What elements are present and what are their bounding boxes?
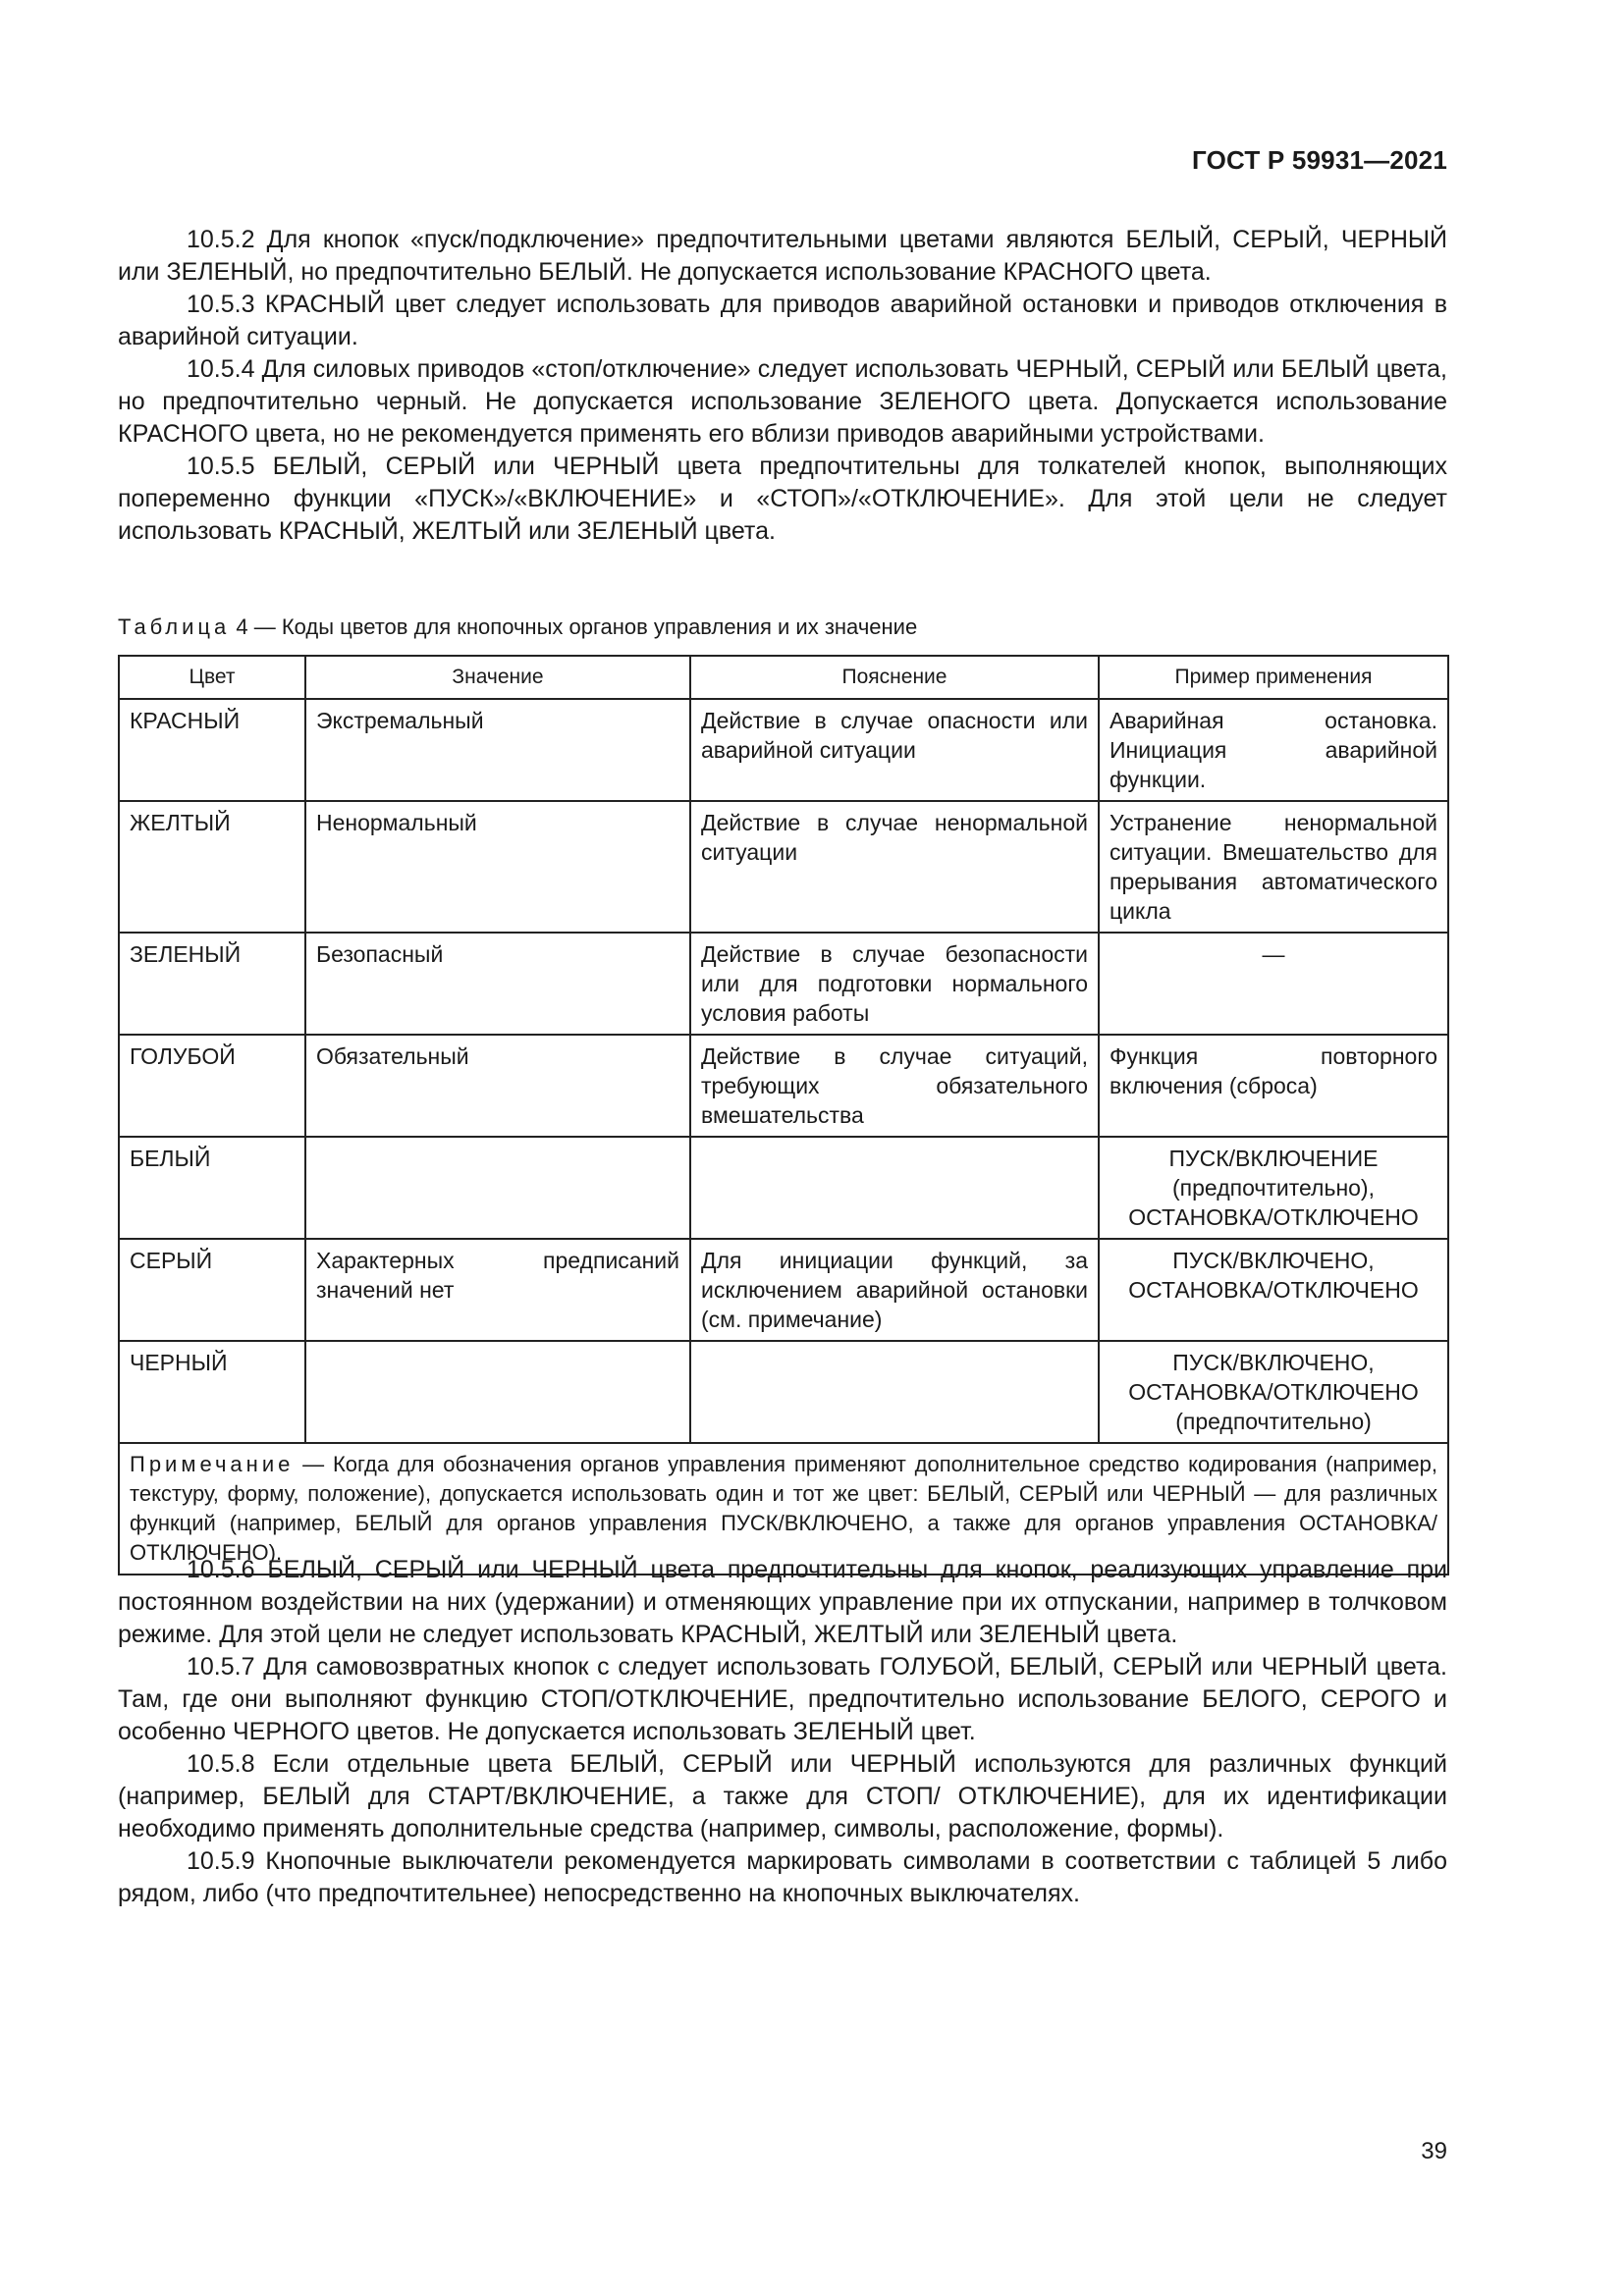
color-codes-table [118,655,1449,1575]
cell-meaning: Безопасный [305,933,690,1035]
cell-explanation: Действие в случае опасности или аварийной ситуации [690,699,1099,801]
cell-meaning: Обязательный [305,1035,690,1137]
cell-explanation: Для инициации функций, за исключением аварийной остановки (см. примечание) [690,1239,1099,1341]
cell-color: ГОЛУБОЙ [119,1035,305,1137]
table-header-row [119,656,1448,699]
table-row [119,801,1448,933]
table-caption-label: Таблица [118,614,231,639]
example-line: (предпочтительно), [1172,1175,1375,1201]
paragraph-10-5-5: 10.5.5 БЕЛЫЙ, СЕРЫЙ или ЧЕРНЫЙ цвета предпочтительны для толкателей кнопок, выполняющих попеременно функции «ПУСК»/«ВКЛЮЧЕНИЕ» и «СТОП»/«ОТКЛЮЧЕНИЕ». Для этой цели не следует использовать КРАСНЫЙ, ЖЕЛТЫЙ или ЗЕЛЕНЫЙ цвета. [118,453,1447,545]
cell-example [1099,1341,1448,1443]
cell-explanation: Действие в случае безопасности или для подготовки нормального условия работы [690,933,1099,1035]
header-color: Цвет [119,656,305,699]
cell-example: Устранение ненормальной ситуации. Вмешательство для прерывания автоматического цикла [1099,801,1448,933]
cell-meaning: Характерных предписаний значений нет [305,1239,690,1341]
cell-explanation: Действие в случае ненормальной ситуации [690,801,1099,933]
example-line: ПУСК/ВКЛЮЧЕНО, [1172,1350,1375,1375]
cell-color: СЕРЫЙ [119,1239,305,1341]
example-line: ПУСК/ВКЛЮЧЕНО, [1172,1248,1375,1273]
paragraph-10-5-6: 10.5.6 БЕЛЫЙ, СЕРЫЙ или ЧЕРНЫЙ цвета предпочтительны для кнопок, реализующих управление при постоянном воздействии на них (удержании) и отменяющих управление при их отпускании, например в толчковом режиме. Для этой цели не следует использовать КРАСНЫЙ, ЖЕЛТЫЙ или ЗЕЛЕНЫЙ цвета. [118,1556,1447,1648]
cell-example: — [1099,933,1448,1035]
cell-meaning [305,1341,690,1443]
cell-meaning: Ненормальный [305,801,690,933]
cell-example [1099,1239,1448,1341]
header-explanation: Пояснение [690,656,1099,699]
text-block-top [118,224,1447,548]
table-row [119,1239,1448,1341]
cell-explanation: Действие в случае ситуаций, требующих обязательного вмешательства [690,1035,1099,1137]
table-row [119,1137,1448,1239]
note-text: — Когда для обозначения органов управления применяют дополнительное средство кодирования (например, текстуру, форму, положение), допускается использовать один и тот же цвет: БЕЛЫЙ, СЕРЫЙ или ЧЕРНЫЙ — для различных функций (например, БЕЛЫЙ для органов управления ПУСК/ВКЛЮЧЕНО, а также для органов управления ОСТАНОВКА/ОТКЛЮЧЕНО). [130,1452,1437,1565]
text-block-bottom [118,1554,1447,1910]
table-caption-text: 4 — Коды цветов для кнопочных органов управления и их значение [230,614,918,639]
cell-explanation [690,1137,1099,1239]
paragraph-10-5-4: 10.5.4 Для силовых приводов «стоп/отключение» следует использовать ЧЕРНЫЙ, СЕРЫЙ или БЕЛЫЙ цвета, но предпочтительно черный. Не допускается использование ЗЕЛЕНОГО цвета. Допускается использование КРАСНОГО цвета, но не рекомендуется применять его вблизи приводов аварийными устройствами. [118,355,1447,448]
note-label: Примечание [130,1452,295,1476]
header-example: Пример применения [1099,656,1448,699]
paragraph-10-5-3: 10.5.3 КРАСНЫЙ цвет следует использовать для приводов аварийной остановки и приводов отключения в аварийной ситуации. [118,291,1447,350]
table-caption [118,613,917,642]
table-row [119,699,1448,801]
table-row [119,933,1448,1035]
document-number: ГОСТ Р 59931—2021 [1192,145,1447,175]
example-line: ОСТАНОВКА/ОТКЛЮЧЕНО [1128,1277,1419,1303]
cell-example: Функция повторного включения (сброса) [1099,1035,1448,1137]
cell-color: БЕЛЫЙ [119,1137,305,1239]
cell-color: КРАСНЫЙ [119,699,305,801]
cell-example [1099,1137,1448,1239]
paragraph-10-5-7: 10.5.7 Для самовозвратных кнопок с следует использовать ГОЛУБОЙ, БЕЛЫЙ, СЕРЫЙ или ЧЕРНЫЙ цвета. Там, где они выполняют функцию СТОП/ОТКЛЮЧЕНИЕ, предпочтительно использование БЕЛОГО, СЕРОГО и особенно ЧЕРНОГО цветов. Не допускается использовать ЗЕЛЕНЫЙ цвет. [118,1653,1447,1745]
cell-color: ЗЕЛЕНЫЙ [119,933,305,1035]
cell-explanation [690,1341,1099,1443]
cell-color: ЖЕЛТЫЙ [119,801,305,933]
header-meaning: Значение [305,656,690,699]
document-page [118,0,1447,2296]
example-line: ОСТАНОВКА/ОТКЛЮЧЕНО [1128,1379,1419,1405]
cell-meaning: Экстремальный [305,699,690,801]
cell-example: Аварийная остановка. Инициация аварийной функции. [1099,699,1448,801]
table-row [119,1341,1448,1443]
paragraph-10-5-8: 10.5.8 Если отдельные цвета БЕЛЫЙ, СЕРЫЙ или ЧЕРНЫЙ используются для различных функций (например, БЕЛЫЙ для СТАРТ/ВКЛЮЧЕНИЕ, а также для СТОП/ ОТКЛЮЧЕНИЕ), для их идентификации необходимо применять дополнительные средства (например, символы, расположение, формы). [118,1750,1447,1842]
cell-meaning [305,1137,690,1239]
example-line: (предпочтительно) [1175,1409,1372,1434]
cell-color: ЧЕРНЫЙ [119,1341,305,1443]
example-line: ОСТАНОВКА/ОТКЛЮЧЕНО [1128,1204,1419,1230]
paragraph-10-5-2: 10.5.2 Для кнопок «пуск/подключение» предпочтительными цветами являются БЕЛЫЙ, СЕРЫЙ, ЧЕРНЫЙ или ЗЕЛЕНЫЙ, но предпочтительно БЕЛЫЙ. Не допускается использование КРАСНОГО цвета. [118,226,1447,286]
example-line: ПУСК/ВКЛЮЧЕНИЕ [1168,1146,1379,1171]
paragraph-10-5-9: 10.5.9 Кнопочные выключатели рекомендуется маркировать символами в соответствии с таблицей 5 либо рядом, либо (что предпочтительнее) непосредственно на кнопочных выключателях. [118,1847,1447,1907]
table-row [119,1035,1448,1137]
page-number: 39 [1421,2138,1447,2164]
